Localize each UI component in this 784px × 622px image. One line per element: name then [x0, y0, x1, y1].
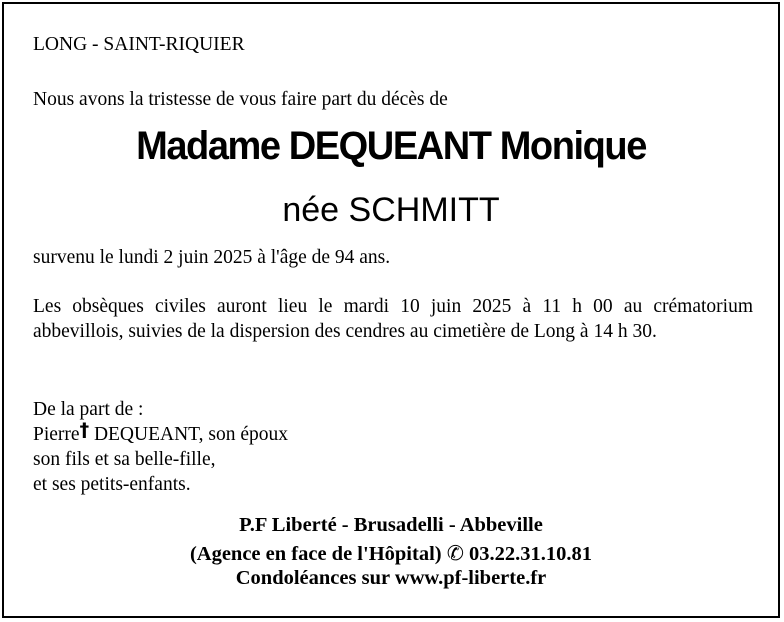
funeral-home-name: P.F Liberté - Brusadelli - Abbeville [239, 514, 543, 536]
family-list [33, 397, 753, 497]
agency-location: (Agence en face de l'Hôpital) [189, 543, 442, 565]
location-header: LONG - SAINT-RIQUIER [33, 34, 245, 55]
funeral-details: Les obsèques civiles auront lieu le mardi 10 juin 2025 à 11 h 00 au crématorium abbevillois, suivies de la dispersion des cendres au cimetière de Long à 14 h 30. [33, 296, 753, 342]
phone-icon: ✆ [446, 541, 464, 565]
maiden-name: née SCHMITT [282, 191, 500, 229]
deceased-name: Madame DEQUEANT Monique [136, 124, 646, 168]
obituary-card [2, 2, 780, 618]
cross-icon: † [79, 419, 90, 441]
intro-text: Nous avons la tristesse de vous faire part du décès de [33, 89, 448, 110]
funeral-home-contact [4, 541, 778, 566]
family-grandchildren: et ses petits-enfants. [33, 474, 191, 495]
death-notice: survenu le lundi 2 juin 2025 à l'âge de 94 ans. [33, 247, 391, 268]
family-spouse: Pierre† DEQUEANT, son époux [33, 419, 289, 445]
condolences-link: Condoléances sur www.pf-liberte.fr [235, 567, 547, 589]
family-intro: De la part de : [33, 399, 144, 420]
phone-number: 03.22.31.10.81 [469, 543, 593, 565]
family-son: son fils et sa belle-fille, [33, 449, 216, 470]
